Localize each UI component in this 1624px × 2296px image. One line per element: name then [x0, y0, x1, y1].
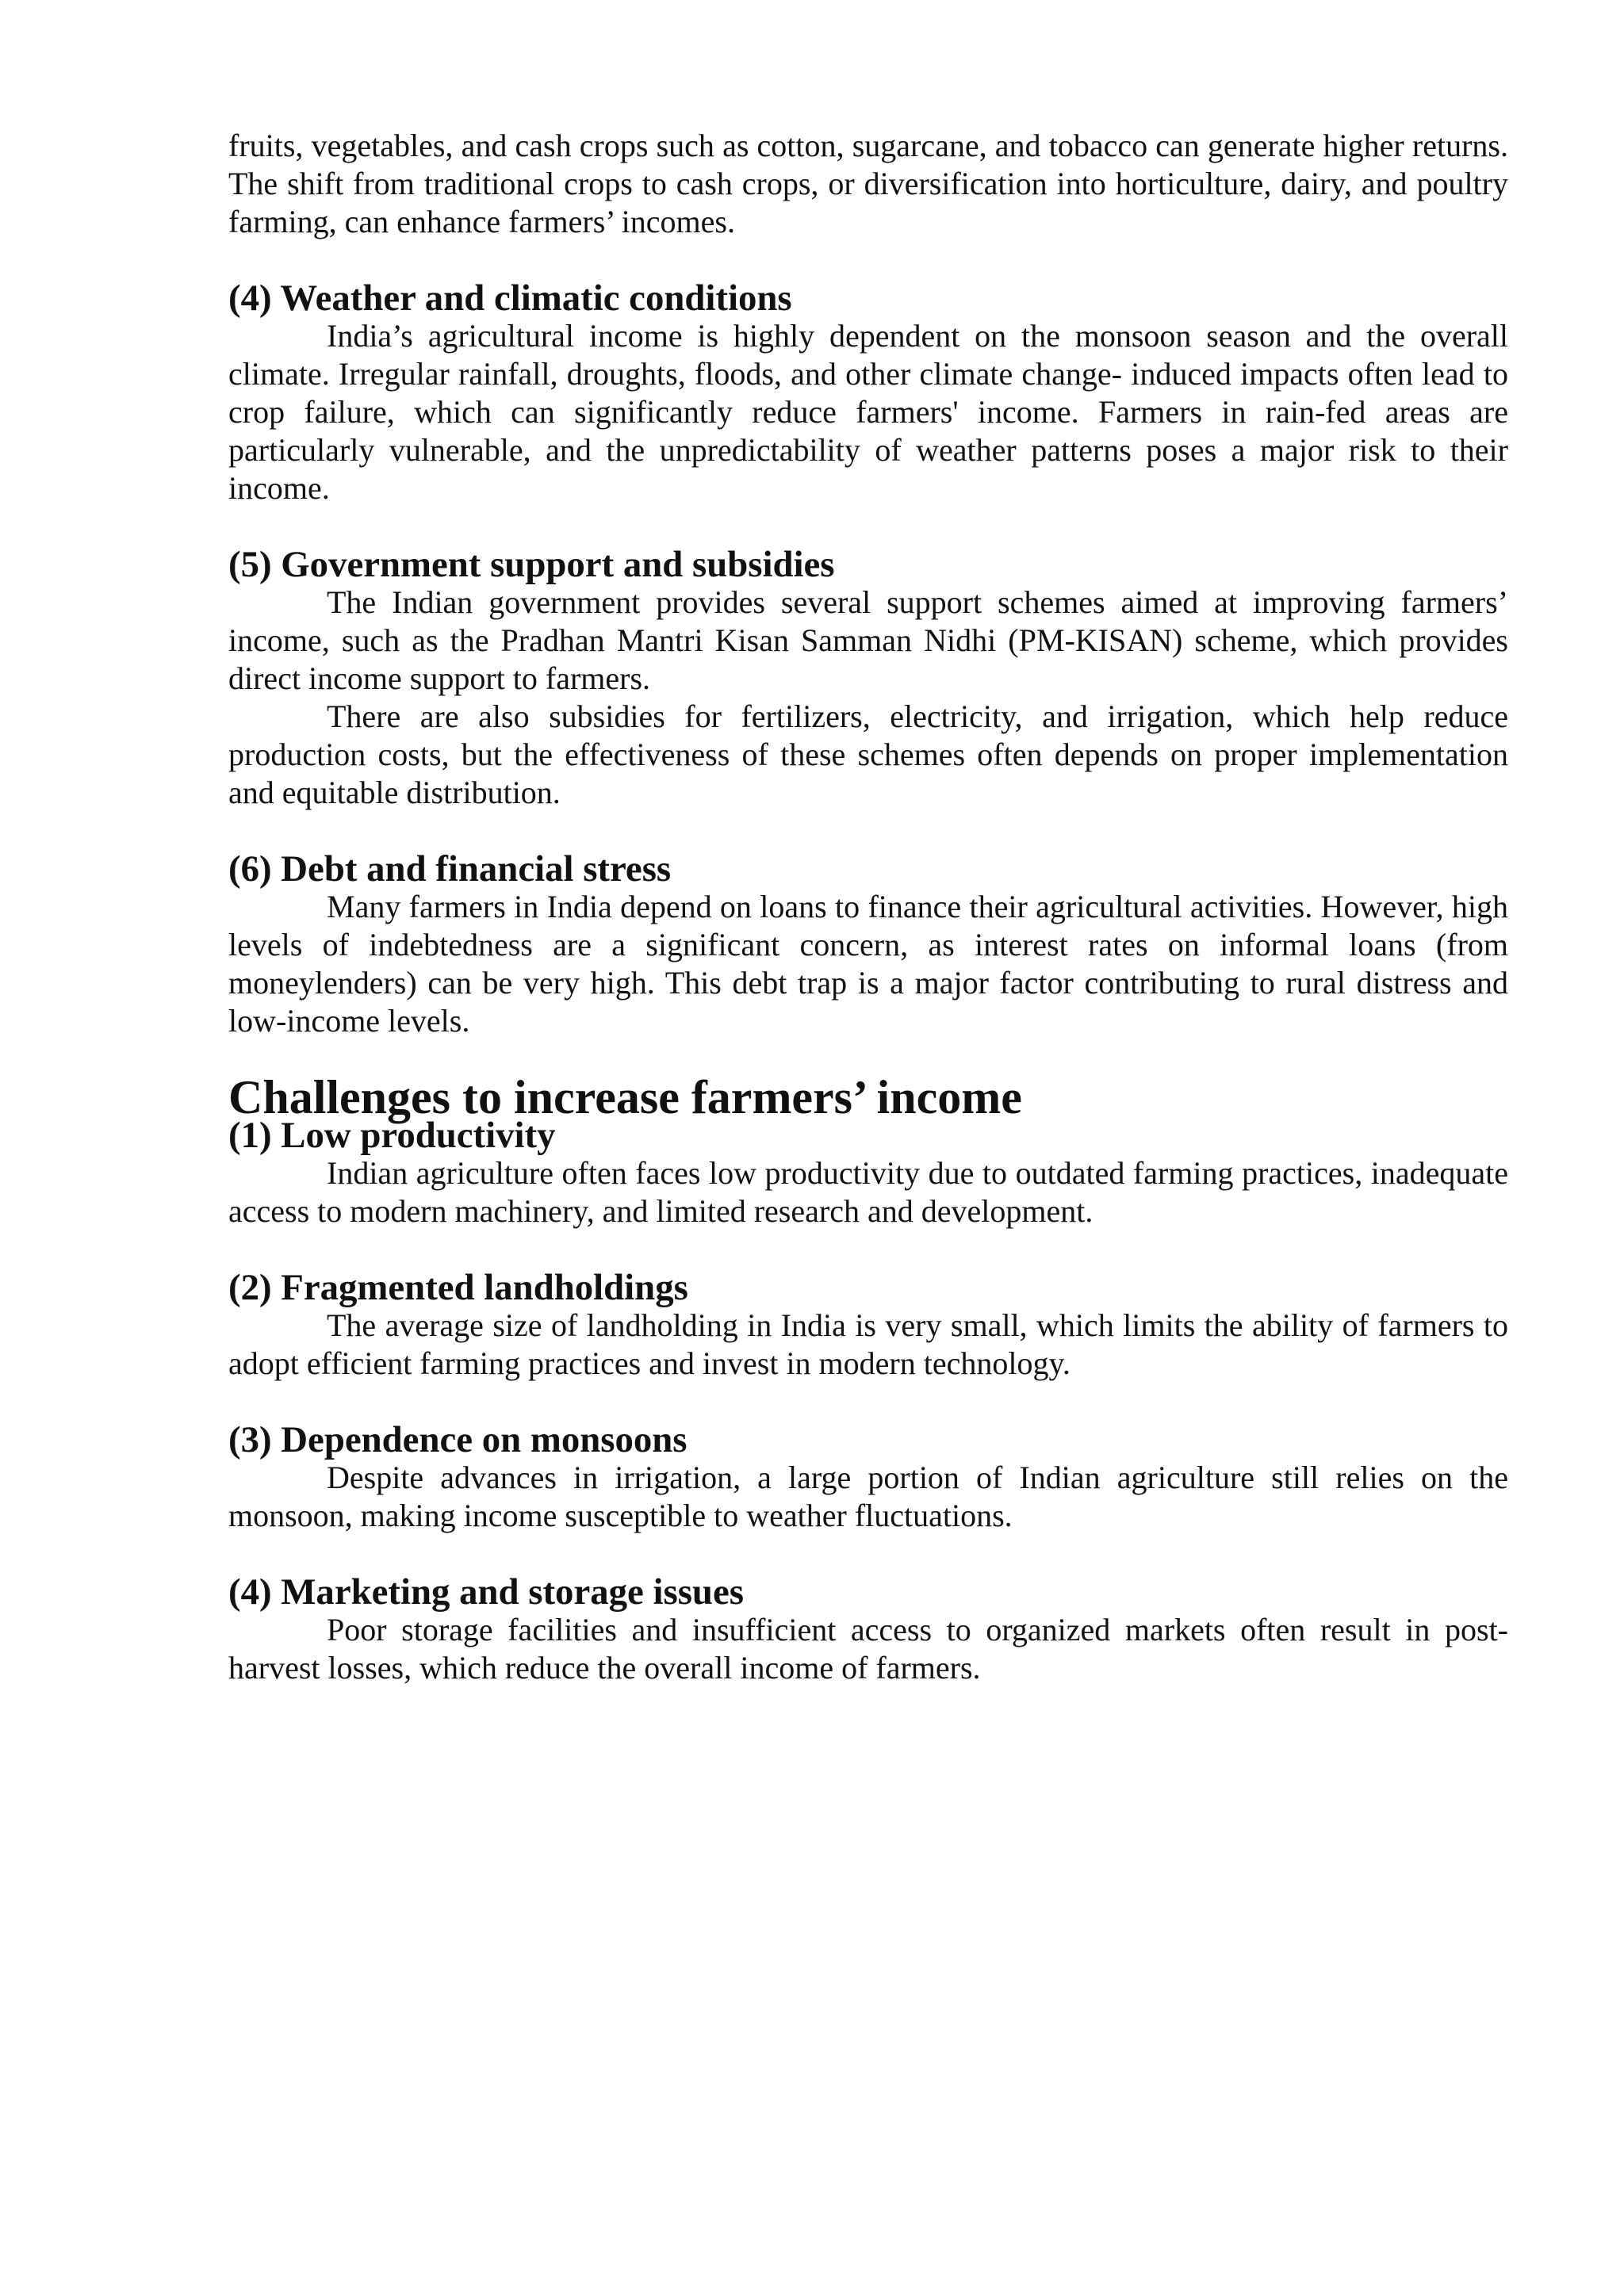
- challenge-heading-low-productivity: (1) Low productivity: [228, 1115, 556, 1156]
- section-paragraph-weather: India’s agricultural income is highly dependent on the monsoon season and the overall climate. Irregular rainfall, droughts, floods, and other climate change- induced impacts often lead to crop failure, which can significantly reduce farmers' income. Farmers in rain-fed areas are particularly vulnerable, and the unpredictability of weather patterns poses a major risk to their income.: [228, 318, 1508, 506]
- intro-continuation-paragraph: fruits, vegetables, and cash crops such as cotton, sugarcane, and tobacco can generate higher returns. The shift from traditional crops to cash crops, or diversification into horticulture, dairy, and poultry farming, can enhance farmers’ incomes.: [228, 128, 1508, 239]
- challenge-heading-monsoons: (3) Dependence on monsoons: [228, 1419, 688, 1460]
- challenge-heading-fragmented-landholdings: (2) Fragmented landholdings: [228, 1267, 688, 1308]
- section-paragraph-debt: Many farmers in India depend on loans to finance their agricultural activities. However, high levels of indebtedness are a significant concern, as interest rates on informal loans (from moneylenders) can be very high. This debt trap is a major factor contributing to rural distress and low-income levels.: [228, 889, 1508, 1039]
- spacer: [228, 812, 1508, 850]
- section-heading-debt: (6) Debt and financial stress: [228, 848, 672, 890]
- challenge-paragraph-low-productivity: Indian agriculture often faces low productivity due to outdated farming practices, inadequate access to modern machinery, and limited research and development.: [228, 1155, 1508, 1229]
- spacer: [228, 1383, 1508, 1421]
- spacer: [228, 1230, 1508, 1269]
- section-heading-government-support: (5) Government support and subsidies: [228, 544, 835, 585]
- section-heading-weather: (4) Weather and climatic conditions: [228, 277, 792, 319]
- spacer: [228, 1535, 1508, 1573]
- document-page: [228, 127, 1508, 1687]
- spacer: [228, 507, 1508, 545]
- section-paragraph-government-support-2: There are also subsidies for fertilizers, electricity, and irrigation, which help reduce production costs, but the effectiveness of these schemes often depends on proper implementation and equitable distribution.: [228, 698, 1508, 810]
- challenge-heading-marketing-storage: (4) Marketing and storage issues: [228, 1571, 744, 1613]
- challenge-paragraph-fragmented-landholdings: The average size of landholding in India is very small, which limits the ability of farmers to adopt efficient farming practices and invest in modern technology.: [228, 1307, 1508, 1381]
- section-paragraph-government-support-1: The Indian government provides several support schemes aimed at improving farmers’ income, such as the Pradhan Mantri Kisan Samman Nidhi (PM-KISAN) scheme, which provides direct income support to farmers.: [228, 584, 1508, 696]
- challenge-paragraph-marketing-storage: Poor storage facilities and insufficient access to organized markets often result in post-harvest losses, which reduce the overall income of farmers.: [228, 1612, 1508, 1686]
- challenges-title: Challenges to increase farmers’ income: [228, 1071, 1022, 1123]
- spacer: [228, 241, 1508, 279]
- challenge-paragraph-monsoons: Despite advances in irrigation, a large portion of Indian agriculture still relies on the monsoon, making income susceptible to weather fluctuations.: [228, 1460, 1508, 1533]
